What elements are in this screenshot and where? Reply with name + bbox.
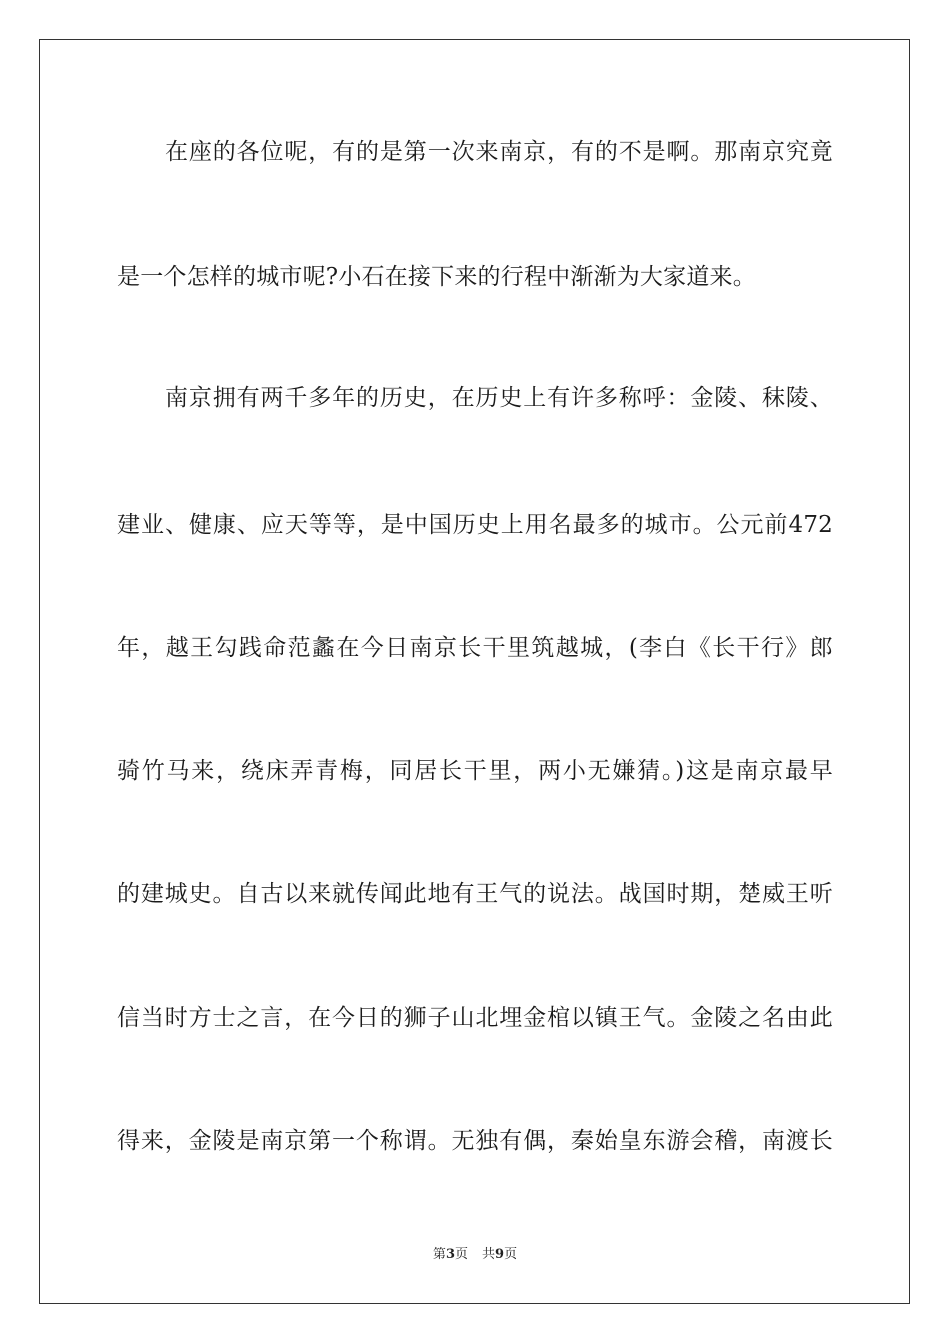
paragraph-line: 建业、健康、应天等等，是中国历史上用名最多的城市。公元前472 xyxy=(117,512,833,538)
paragraph-line: 南京拥有两千多年的历史，在历史上有许多称呼：金陵、秣陵、 xyxy=(165,385,833,411)
paragraph-line: 得来，金陵是南京第一个称谓。无独有偶，秦始皇东游会稽，南渡长 xyxy=(117,1128,833,1154)
page-suffix: 页 xyxy=(454,1247,468,1262)
total-prefix: 共 xyxy=(482,1247,496,1262)
paragraph-line: 年，越王勾践命范蠡在今日南京长干里筑越城，(李白《长干行》郎 xyxy=(117,635,833,661)
page-number: 3 xyxy=(445,1247,455,1262)
paragraph-line: 骑竹马来，绕床弄青梅，同居长干里，两小无嫌猜。)这是南京最早 xyxy=(117,758,833,784)
paragraph-line: 是一个怎样的城市呢?小石在接下来的行程中渐渐为大家道来。 xyxy=(117,264,756,290)
page-border xyxy=(39,39,910,1304)
paragraph-line: 的建城史。自古以来就传闻此地有王气的说法。战国时期，楚威王听 xyxy=(117,881,833,907)
paragraph-line: 在座的各位呢，有的是第一次来南京，有的不是啊。那南京究竟 xyxy=(165,139,833,165)
paragraph-line: 信当时方士之言，在今日的狮子山北埋金棺以镇王气。金陵之名由此 xyxy=(117,1005,833,1031)
total-suffix: 页 xyxy=(504,1247,518,1262)
page-prefix: 第 xyxy=(432,1247,446,1262)
page-footer xyxy=(0,1246,950,1264)
total-pages: 9 xyxy=(495,1247,505,1262)
